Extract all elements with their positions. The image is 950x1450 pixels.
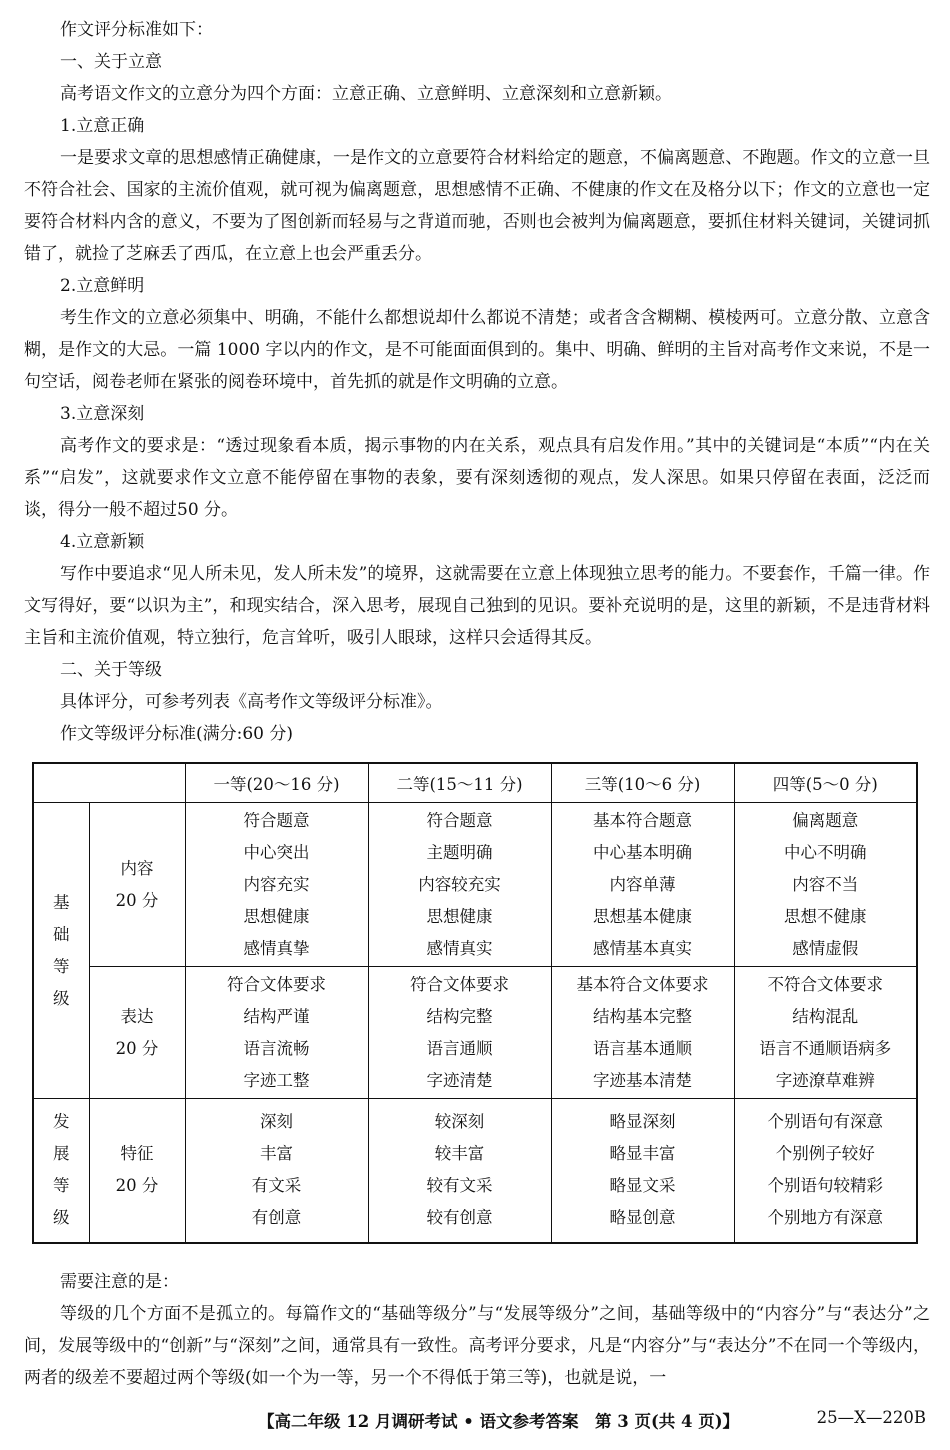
- group-char: 展: [53, 1144, 70, 1164]
- cell-line: 字迹清楚: [426, 1070, 493, 1090]
- cell-line: 语言不通顺语病多: [759, 1038, 892, 1058]
- cell-line: 内容充实: [243, 874, 310, 894]
- cell-line: 略显丰富: [609, 1144, 676, 1164]
- cell-line: 内容不当: [792, 874, 859, 894]
- group-char: 等: [53, 1176, 70, 1196]
- cell-line: 基本符合题意: [593, 810, 692, 830]
- cell-line: 感情真挚: [243, 938, 310, 958]
- row-label-features: [89, 1099, 185, 1243]
- cell-line: 丰富: [260, 1144, 293, 1164]
- item-3-title: 3.立意深刻: [60, 404, 145, 424]
- row-label-content: [89, 803, 185, 967]
- cell-line: 语言通顺: [426, 1038, 493, 1058]
- item-4-text: 写作中要追求“见人所未见，发人所未发”的境界，这就需要在立意上体现独立思考的能力。不要套作，千篇一律。作文写得好，要“以识为主”，和现实结合，深入思考，展现自己独到的见识。要补充说明的是，这里的新颖，不是违背材料主旨和主流价值观，特立独行，危言耸听，吸引人眼球，这样只会适得其反。: [24, 564, 930, 648]
- cell-expression-grade-2: [368, 967, 551, 1099]
- header-grade-2: 二等(15～11 分): [368, 763, 551, 803]
- cell-content-grade-1: [185, 803, 368, 967]
- cell-line: 主题明确: [426, 842, 493, 862]
- cell-content-grade-4: [734, 803, 917, 967]
- cell-line: 较丰富: [434, 1144, 485, 1164]
- cell-content-grade-3: [551, 803, 734, 967]
- group-development-level: [33, 1099, 89, 1243]
- cell-features-grade-3: [551, 1099, 734, 1243]
- cell-line: 感情基本真实: [593, 938, 692, 958]
- table-row-expression: [33, 967, 917, 1099]
- cell-expression-grade-3: [551, 967, 734, 1099]
- page-footer: [0, 1408, 950, 1438]
- cell-line: 个别语句有深意: [767, 1112, 883, 1132]
- section-2-lead: 具体评分，可参考列表《高考作文等级评分标准》。: [60, 692, 443, 712]
- row-score: 20 分: [115, 1038, 159, 1058]
- cell-expression-grade-4: [734, 967, 917, 1099]
- note-text: 等级的几个方面不是孤立的。每篇作文的“基础等级分”与“发展等级分”之间，基础等级中的“内容分”与“表达分”之间，发展等级中的“创新”与“深刻”之间，通常具有一致性。高考评分要求，凡是“内容分”与“表达分”不在同一个等级内，两者的级差不要超过两个等级(如一个为一等，另一个不得低于第三等)，也就是说，一: [24, 1304, 930, 1388]
- cell-line: 个别语句较精彩: [767, 1176, 883, 1196]
- item-3-text: 高考作文的要求是：“透过现象看本质，揭示事物的内在关系，观点具有启发作用。”其中的关键词是“本质”“内在关系”“启发”，这就要求作文立意不能停留在事物的表象，要有深刻透彻的观点，发人深思。如果只停留在表面，泛泛而谈，得分一般不超过50 分。: [24, 436, 930, 520]
- cell-line: 有文采: [251, 1176, 302, 1196]
- row-label-expression: [89, 967, 185, 1099]
- cell-line: 结构完整: [426, 1006, 493, 1026]
- header-grade-4: 四等(5～0 分): [734, 763, 917, 803]
- cell-features-grade-1: [185, 1099, 368, 1243]
- cell-line: 中心突出: [243, 842, 310, 862]
- cell-line: 结构基本完整: [593, 1006, 692, 1026]
- section-1-title: 一、关于立意: [60, 52, 162, 72]
- group-basic-level: [33, 803, 89, 1099]
- cell-line: 符合文体要求: [227, 974, 326, 994]
- header-grade-3: 三等(10～6 分): [551, 763, 734, 803]
- cell-line: 较有创意: [426, 1208, 493, 1228]
- cell-line: 偏离题意: [792, 810, 859, 830]
- intro-line: 作文评分标准如下：: [60, 20, 213, 40]
- cell-line: 结构严谨: [243, 1006, 310, 1026]
- cell-line: 字迹工整: [243, 1070, 310, 1090]
- cell-expression-grade-1: [185, 967, 368, 1099]
- group-char: 基: [53, 892, 70, 912]
- cell-line: 略显创意: [609, 1208, 676, 1228]
- cell-line: 中心不明确: [784, 842, 867, 862]
- cell-line: 感情真实: [426, 938, 493, 958]
- cell-line: 符合题意: [426, 810, 493, 830]
- document-body: [24, 14, 930, 750]
- item-2-title: 2.立意鲜明: [60, 276, 145, 296]
- cell-line: 思想不健康: [784, 906, 867, 926]
- cell-line: 字迹潦草难辨: [775, 1070, 875, 1090]
- section-1-lead: 高考语文作文的立意分为四个方面：立意正确、立意鲜明、立意深刻和立意新颖。: [60, 84, 672, 104]
- footer-code: 25—X—220B: [816, 1408, 926, 1427]
- cell-line: 个别地方有深意: [767, 1208, 883, 1228]
- table-caption: 作文等级评分标准(满分:60 分): [60, 724, 294, 744]
- cell-line: 思想健康: [243, 906, 310, 926]
- cell-line: 语言基本通顺: [593, 1038, 692, 1058]
- table-header-row: [33, 763, 917, 803]
- group-char: 级: [53, 1208, 70, 1228]
- row-label: 特征: [120, 1144, 154, 1164]
- notes-section: [24, 1266, 930, 1394]
- table-row-content: [33, 803, 917, 967]
- cell-line: 符合文体要求: [410, 974, 509, 994]
- note-title: 需要注意的是：: [60, 1272, 179, 1292]
- cell-line: 符合题意: [243, 810, 310, 830]
- item-4-title: 4.立意新颖: [60, 532, 145, 552]
- cell-line: 较有文采: [426, 1176, 493, 1196]
- cell-line: 思想基本健康: [593, 906, 692, 926]
- table-row-features: [33, 1099, 917, 1243]
- cell-line: 深刻: [260, 1112, 293, 1132]
- cell-line: 内容较充实: [418, 874, 501, 894]
- cell-line: 字迹基本清楚: [593, 1070, 692, 1090]
- row-score: 20 分: [115, 890, 159, 910]
- group-char: 等: [53, 956, 70, 976]
- cell-line: 语言流畅: [243, 1038, 310, 1058]
- cell-line: 较深刻: [434, 1112, 485, 1132]
- cell-line: 个别例子较好: [775, 1144, 875, 1164]
- group-char: 础: [53, 924, 70, 944]
- cell-features-grade-2: [368, 1099, 551, 1243]
- grading-table: [32, 762, 918, 1244]
- section-2-title: 二、关于等级: [60, 660, 162, 680]
- header-grade-1: 一等(20～16 分): [185, 763, 368, 803]
- cell-line: 有创意: [251, 1208, 302, 1228]
- row-score: 20 分: [115, 1176, 159, 1196]
- cell-line: 略显文采: [609, 1176, 676, 1196]
- item-1-text: 一是要求文章的思想感情正确健康，一是作文的立意要符合材料给定的题意，不偏离题意、不跑题。作文的立意一旦不符合社会、国家的主流价值观，就可视为偏离题意，思想感情不正确、不健康的作文在及格分以下；作文的立意也一定要符合材料内含的意义，不要为了图创新而轻易与之背道而驰，否则也会被判为偏离题意，要抓住材料关键词，关键词抓错了，就捡了芝麻丢了西瓜，在立意上也会严重丢分。: [24, 148, 930, 264]
- footer-title: 【高二年级 12 月调研考试 • 语文参考答案 第 3 页(共 4 页)】: [258, 1412, 740, 1431]
- cell-content-grade-2: [368, 803, 551, 967]
- cell-line: 基本符合文体要求: [576, 974, 709, 994]
- cell-features-grade-4: [734, 1099, 917, 1243]
- cell-line: 中心基本明确: [593, 842, 692, 862]
- row-label: 表达: [120, 1006, 154, 1026]
- cell-line: 略显深刻: [609, 1112, 676, 1132]
- group-char: 级: [53, 988, 70, 1008]
- cell-line: 内容单薄: [609, 874, 676, 894]
- group-char: 发: [53, 1112, 70, 1132]
- cell-line: 思想健康: [426, 906, 493, 926]
- cell-line: 感情虚假: [792, 938, 859, 958]
- row-label: 内容: [120, 858, 154, 878]
- cell-line: 结构混乱: [792, 1006, 859, 1026]
- item-2-text: 考生作文的立意必须集中、明确，不能什么都想说却什么都说不清楚；或者含含糊糊、模棱两可。立意分散、立意含糊，是作文的大忌。一篇 1000 字以内的作文，是不可能面面俱到的。集中、明确、鲜明的主旨对高考作文来说，不是一句空话，阅卷老师在紧张的阅卷环境中，首先抓的就是作文明确的立意。: [24, 308, 930, 392]
- item-1-title: 1.立意正确: [60, 116, 145, 136]
- table-corner-cell: [33, 763, 185, 803]
- cell-line: 不符合文体要求: [767, 974, 883, 994]
